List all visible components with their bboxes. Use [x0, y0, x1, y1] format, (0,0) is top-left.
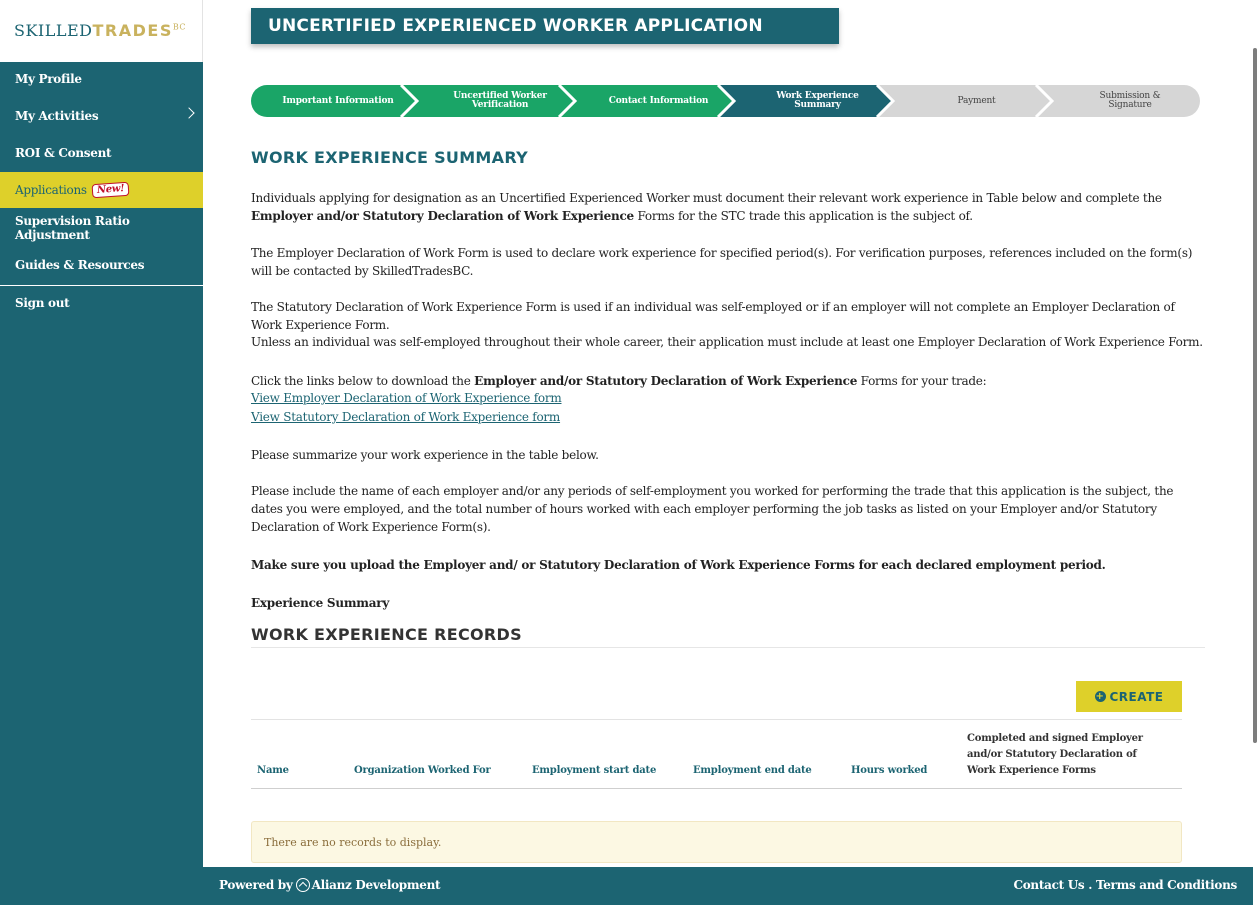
sidebar-item-guides-resources[interactable] [0, 247, 203, 283]
download-paragraph: Click the links below to download the Employer and/or Statutory Declaration of Work Experience Forms for your trade: [251, 374, 987, 388]
column-header-forms: Completed and signed Employer and/or Statutory Declaration of Work Experience Forms [967, 733, 1143, 776]
statutory-declaration-link[interactable]: View Statutory Declaration of Work Experience form [251, 410, 561, 424]
step-contact-information[interactable]: Contact Information [608, 95, 709, 106]
include-paragraph: Please include the name of each employer and/or any periods of self-employment you worked for performing the trade that this application is the subject, the dates you were employed, and the total number of hours worked with each employer performing the job tasks as listed on your Employer and/or Statutory Declaration of Work Experience Form(s). [251, 484, 1174, 534]
table-top-border [251, 719, 1182, 720]
sidebar-item-sign-out[interactable] [0, 285, 203, 321]
summarize-paragraph: Please summarize your work experience in the table below. [251, 448, 599, 462]
column-header-start-date[interactable]: Employment start date [532, 765, 657, 776]
sidebar-item-supervision-ratio[interactable] [0, 210, 203, 246]
sidebar-item-roi-consent[interactable] [0, 135, 203, 171]
alianz-link[interactable]: Alianz Development [311, 878, 441, 892]
employer-declaration-link[interactable]: View Employer Declaration of Work Experience form [251, 391, 562, 405]
section-title: WORK EXPERIENCE SUMMARY [251, 148, 528, 167]
column-header-hours[interactable]: Hours worked [851, 765, 928, 776]
plus-circle-icon: + [1095, 691, 1105, 702]
progress-stepper [251, 85, 1200, 117]
column-header-name[interactable]: Name [257, 765, 289, 776]
chevron-right-icon [183, 107, 194, 118]
step-payment: Payment [957, 95, 996, 106]
sidebar-item-my-profile[interactable] [0, 61, 203, 97]
footer-links: Contact Us . Terms and Conditions [1013, 878, 1237, 892]
terms-link[interactable]: Terms and Conditions [1095, 878, 1237, 892]
records-title: WORK EXPERIENCE RECORDS [251, 625, 522, 644]
sidebar-item-label: My Activities [15, 109, 99, 123]
skilledtrades-logo[interactable]: $SKILLEDTRADES^{BC}$ [14, 21, 187, 40]
sidebar-item-applications[interactable] [0, 172, 203, 208]
alianz-logo-icon [296, 878, 310, 892]
new-badge: New! [91, 182, 129, 199]
page-scrollbar[interactable] [1251, 0, 1259, 868]
step-submission-signature: Submission & Signature [1099, 91, 1161, 110]
bottom-strip [0, 905, 1259, 910]
sidebar-item-label: Applications [15, 183, 87, 197]
column-header-organization[interactable]: Organization Worked For [354, 765, 491, 776]
sidebar-item-label: ROI & Consent [15, 146, 112, 160]
column-header-end-date[interactable]: Employment end date [693, 765, 812, 776]
logo-area[interactable] [0, 0, 203, 62]
step-uncertified-worker-verification[interactable]: Uncertified Worker Verification [453, 91, 547, 110]
records-divider [251, 647, 1205, 648]
step-important-information[interactable]: Important Information [282, 95, 394, 106]
empty-records-message: There are no records to display. [251, 821, 1182, 863]
footer [203, 867, 1253, 905]
sidebar-item-my-activities[interactable] [0, 98, 203, 134]
statutory-form-paragraph: The Statutory Declaration of Work Experience Form is used if an individual was self-employed or if an employer will not complete an Employer Declaration of Work Experience Form. [251, 300, 1175, 332]
sidebar-item-label: My Profile [15, 72, 82, 86]
upload-reminder: Make sure you upload the Employer and/ or Statutory Declaration of Work Experience Forms for each declared employment period. [251, 558, 1106, 572]
employer-form-paragraph: The Employer Declaration of Work Form is used to declare work experience for specified period(s). For verification purposes, references included on the form(s) will be contacted by SkilledTradesBC. [251, 246, 1193, 278]
at-least-one-paragraph: Unless an individual was self-employed throughout their whole career, their application must include at least one Employer Declaration of Work Experience Form. [251, 335, 1203, 349]
create-button[interactable]: + CREATE [1076, 681, 1182, 712]
contact-us-link[interactable]: Contact Us [1013, 878, 1085, 892]
scrollbar-thumb[interactable] [1253, 48, 1257, 743]
sidebar-item-label: Supervision Ratio Adjustment [15, 214, 130, 242]
intro-paragraph: Individuals applying for designation as an Uncertified Experienced Worker must document their relevant work experience in Table below and complete the Employer and/or Statutory Declaration of Work Experience Forms for the STC trade this application is the subject of. [251, 191, 1162, 223]
right-edge [1253, 868, 1259, 910]
powered-by: Powered by Alianz Development [219, 878, 441, 892]
sidebar-item-label: Guides & Resources [15, 258, 145, 272]
step-work-experience-summary[interactable]: Work Experience Summary [776, 91, 859, 110]
table-header-border [251, 788, 1182, 789]
experience-summary-label: Experience Summary [251, 596, 390, 610]
page-title: UNCERTIFIED EXPERIENCED WORKER APPLICATION [251, 8, 839, 44]
sidebar-item-label: Sign out [15, 296, 70, 310]
